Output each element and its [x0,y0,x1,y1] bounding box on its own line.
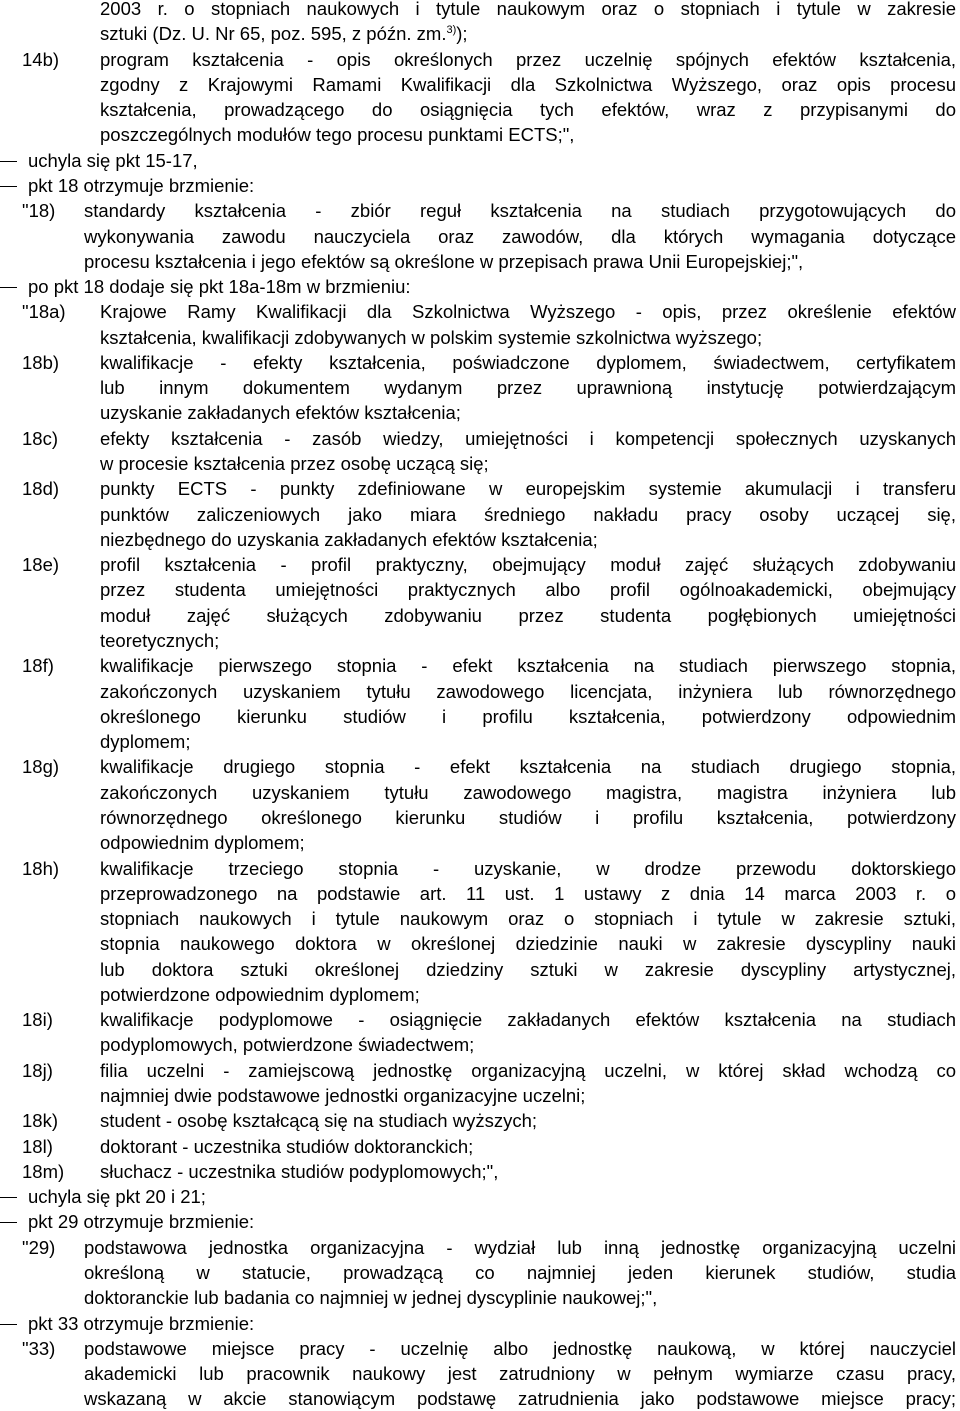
line-text: uzyskanie zakładanych efektów kształcenia; [100,402,461,424]
line-text: procesu kształcenia i jego efektów są określone w przepisach prawa Unii Europejskiej;", [84,250,804,272]
definition-line [84,198,956,223]
line-text: podstawowa jednostka organizacyjna - wydział lub inną jednostkę organizacyjną uczelni [84,1236,956,1258]
definition-line [100,502,956,527]
definition-line [100,1007,956,1032]
point-label: 18f) [22,655,54,677]
dash-bullet [0,1197,17,1198]
line-text: przeprowadzonego na podstawie art. 11 ust. 1 ustawy z dnia 14 marca 2003 r. o [100,882,956,904]
point-label: 18e) [22,554,60,576]
amendment-instruction [28,1184,956,1209]
point-label: 18b) [22,351,60,373]
line-text: kształcenia, prowadzącego do osiągnięcia tych efektów, wraz z przypisanymi do [100,99,956,121]
line-text: pkt 18 otrzymuje brzmienie: [28,174,255,196]
point-label: 18k) [22,1110,58,1132]
dash-bullet [0,1222,17,1223]
continuation-line [100,21,956,46]
line-text: doktorant - uczestnika studiów doktoranckich; [100,1135,474,1157]
definition-line [100,47,956,72]
definition-line [100,603,956,628]
point-label: 18i) [22,1009,53,1031]
definition-line [84,249,956,274]
definition-line [100,1083,956,1108]
definition-line [100,1058,956,1083]
line-text: lub innym dokumentem wydanym przez uprawnioną instytucję potwierdzającym [100,377,956,399]
definition-line [100,1108,956,1133]
line-text: kwalifikacje - efekty kształcenia, poświadczone dyplomem, świadectwem, certyfikatem [100,351,956,373]
line-text: poszczególnych modułów tego procesu punktami ECTS;", [100,124,575,146]
line-text: lub doktora sztuki określonej dziedziny sztuki w zakresie dyscypliny artystycznej, [100,958,956,980]
line-text: w procesie kształcenia przez osobę uczącą się; [100,453,489,475]
line-text: akademicki lub pracownik naukowy jest zatrudniony w pełnym wymiarze czasu pracy, [84,1363,956,1385]
definition-line [100,780,956,805]
definition-line [84,1285,956,1310]
amendment-instruction [28,274,956,299]
line-text: dyplomem; [100,731,191,753]
line-text: sztuki (Dz. U. Nr 65, poz. 595, z późn. zm. [100,23,447,45]
definition-line [100,704,956,729]
amendment-instruction [28,1311,956,1336]
definition-line [100,577,956,602]
line-text: odpowiednim dyplomem; [100,832,305,854]
line-text: uchyla się pkt 20 i 21; [28,1186,206,1208]
line-tail: ); [456,23,468,45]
line-text: stopniach naukowych i tytule naukowym oraz o stopniach i tytule w zakresie sztuki, [100,908,956,930]
line-text: zakończonych uzyskaniem tytułu zawodowego licencjata, inżyniera lub równorzędnego [100,680,956,702]
line-text: punktów zaliczeniowych jako miara średniego nakładu pracy osoby uczącej się, [100,503,956,525]
line-text: pkt 33 otrzymuje brzmienie: [28,1312,255,1334]
line-text: doktoranckie lub badania co najmniej w jednej dyscyplinie naukowej;", [84,1287,658,1309]
definition-line [100,375,956,400]
amendment-instruction [28,148,956,173]
definition-line [100,325,956,350]
point-label: 18d) [22,478,60,500]
line-text: kształcenia, kwalifikacji zdobywanych w polskim systemie szkolnictwa wyższego; [100,326,763,348]
line-text: kwalifikacje trzeciego stopnia - uzyskanie, w drodze przewodu doktorskiego [100,857,956,879]
line-text: efekty kształcenia - zasób wiedzy, umiejętności i kompetencji społecznych uzyskanych [100,427,956,449]
amendment-instruction [28,173,956,198]
line-text: standardy kształcenia - zbiór reguł kształcenia na studiach przygotowujących do [84,200,956,222]
definition-line [100,957,956,982]
line-text: zgodny z Krajowymi Ramami Kwalifikacji dla Szkolnictwa Wyższego, oraz opis procesu [100,73,956,95]
line-text: słuchacz - uczestnika studiów podyplomowych;", [100,1160,499,1182]
point-label: 14b) [22,48,60,70]
line-text: profil kształcenia - profil praktyczny, obejmujący moduł zajęć służących zdobywaniu [100,554,956,576]
point-label: "29) [22,1236,56,1258]
definition-line [84,1361,956,1386]
dash-bullet [0,161,17,162]
point-label: 18g) [22,756,60,778]
line-text: niezbędnego do uzyskania zakładanych efektów kształcenia; [100,528,598,550]
line-text: filia uczelni - zamiejscową jednostkę organizacyjną uczelni, w której skład wchodzą co [100,1059,956,1081]
definition-line [100,350,956,375]
dash-bullet [0,1324,17,1325]
definition-line [100,451,956,476]
point-label: 18l) [22,1135,53,1157]
line-text: przez studenta umiejętności praktycznych albo profil ogólnoakademicki, obejmujący [100,579,956,601]
point-label: "18a) [22,301,66,323]
line-text: kwalifikacje pierwszego stopnia - efekt kształcenia na studiach pierwszego stopnia, [100,655,956,677]
line-text: podstawowe miejsce pracy - uczelnię albo jednostkę naukową, w której nauczyciel [84,1337,956,1359]
definition-line [100,400,956,425]
definition-line [100,552,956,577]
definition-line [100,97,956,122]
line-text: teoretycznych; [100,630,220,651]
footnote-marker: 3) [446,24,457,37]
line-text: wykonywania zawodu nauczyciela oraz zawodów, dla których wymagania dotyczące [84,225,956,247]
line-text: po pkt 18 dodaje się pkt 18a-18m w brzmieniu: [28,276,411,298]
definition-line [100,679,956,704]
point-label: 18j) [22,1059,53,1081]
line-text: 2003 r. o stopniach naukowych i tytule naukowym oraz o stopniach i tytule w zakresie [100,0,956,19]
line-text: punkty ECTS - punkty zdefiniowane w europejskim systemie akumulacji i transferu [100,478,956,500]
definition-line [100,653,956,678]
line-text: równorzędnego określonego kierunku studiów i profilu kształcenia, potwierdzony [100,806,956,828]
line-text: zakończonych uzyskaniem tytułu zawodowego magistra, magistra inżyniera lub [100,781,956,803]
line-text: kwalifikacje drugiego stopnia - efekt kształcenia na studiach drugiego stopnia, [100,756,956,778]
definition-line [100,476,956,501]
definition-line [100,72,956,97]
definition-line [100,856,956,881]
line-text: podyplomowych, potwierdzone świadectwem; [100,1034,475,1056]
dash-bullet [0,287,17,288]
definition-line [100,830,956,855]
line-text: stopnia naukowego doktora w określonej dziedzinie nauki w zakresie dyscypliny nauki [100,933,956,955]
definition-line [84,1336,956,1361]
definition-line [100,931,956,956]
point-label: 18c) [22,427,58,449]
line-text: najmniej dwie podstawowe jednostki organizacyjne uczelni; [100,1085,586,1107]
line-text: uchyla się pkt 15-17, [28,149,198,171]
line-text: moduł zajęć służących zdobywaniu przez studenta pogłębionych umiejętności [100,604,956,626]
definition-line [84,1235,956,1260]
line-text: określonego kierunku studiów i profilu kształcenia, potwierdzony odpowiednim [100,705,956,727]
definition-line [100,906,956,931]
definition-line [100,754,956,779]
line-text: wskazaną w akcie stanowiącym podstawę zatrudnienia jako podstawowe miejsce pracy; [84,1388,956,1410]
line-text: pkt 29 otrzymuje brzmienie: [28,1211,255,1233]
line-text: określoną w statucie, prowadzącą co najmniej jeden kierunek studiów, studia [84,1262,956,1283]
definition-line [84,1260,956,1285]
definition-line [100,122,956,147]
line-text: program kształcenia - opis określonych przez uczelnię spójnych efektów kształcenia, [100,48,956,70]
line-text: student - osobę kształcącą się na studiach wyższych; [100,1110,538,1132]
dash-bullet [0,186,17,187]
definition-line [84,224,956,249]
point-label: "33) [22,1337,56,1359]
definition-line [100,805,956,830]
line-text: Krajowe Ramy Kwalifikacji dla Szkolnictwa Wyższego - opis, przez określenie efektów [100,301,956,323]
definition-line [100,426,956,451]
definition-line [100,1134,956,1159]
definition-line [100,628,956,653]
definition-line [100,527,956,552]
definition-line [100,881,956,906]
definition-line [100,729,956,754]
line-text: kwalifikacje podyplomowe - osiągnięcie zakładanych efektów kształcenia na studiach [100,1009,956,1031]
line-text: potwierdzone odpowiednim dyplomem; [100,983,420,1005]
continuation-line [100,0,956,21]
amendment-instruction [28,1209,956,1234]
point-label: "18) [22,200,56,222]
point-label: 18m) [22,1160,65,1182]
definition-line [84,1386,956,1411]
point-label: 18h) [22,857,60,879]
definition-line [100,1159,956,1184]
definition-line [100,982,956,1007]
definition-line [100,1032,956,1057]
definition-line [100,299,956,324]
